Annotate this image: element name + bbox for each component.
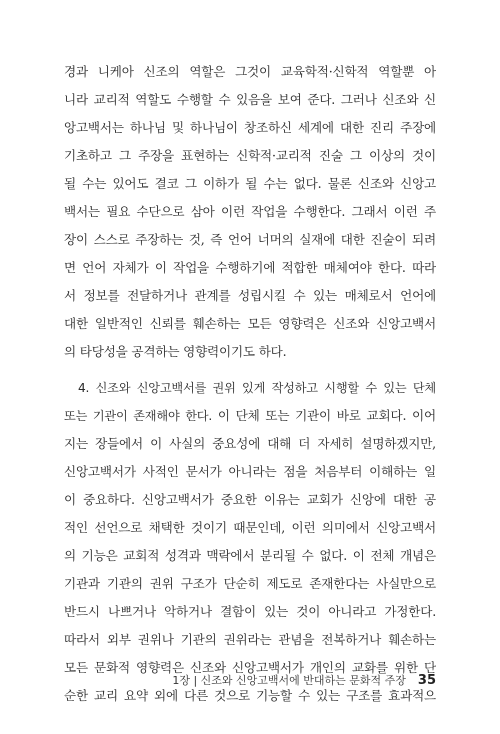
text-line: 앙고백서는 하나님 및 하나님이 창조하신 세계에 대한 진리 주장에: [64, 120, 436, 135]
page-footer: [64, 672, 436, 692]
text-line: 의 기능은 교회적 성격과 맥락에서 분리될 수 없다. 이 전체 개념은: [64, 548, 436, 563]
numbered-point-heading-continued: 또는 기관이 존재해야 한다.: [64, 409, 213, 423]
text-line: 신앙고백서가 사적인 문서가 아니라는 점을 처음부터 이해하는 일: [64, 464, 436, 479]
text-line: 지는 장들에서 이 사실의 중요성에 대해 더 자세히 설명하겠지만,: [64, 436, 436, 451]
text-line: 경과 니케아 신조의 역할은 그것이 교육학적·신학적 역할뿐 아: [64, 64, 436, 79]
page-body: [64, 58, 436, 710]
numbered-point-heading: 4. 신조와 신앙고백서를 권위 있게 작성하고 시행할 수 있는 단체: [78, 381, 436, 395]
text-line: 면 언어 자체가 이 작업을 수행하기에 적합한 매체여야 한다. 따라: [64, 260, 436, 275]
paragraph-1: [64, 58, 436, 366]
running-title: 1장 | 신조와 신앙고백서에 반대하는 문화적 주장: [172, 674, 406, 687]
text-line: 될 수는 있어도 결코 그 이하가 될 수는 없다. 물론 신조와 신앙고: [64, 176, 436, 191]
text-line: 따라서 외부 권위나 기관의 권위라는 관념을 전복하거나 훼손하는: [64, 632, 436, 647]
text-line: 반드시 나쁘거나 악하거나 결함이 있는 것이 아니라고 가정한다.: [64, 604, 436, 619]
text-line: 백서는 필요 수단으로 삼아 이런 작업을 수행한다. 그래서 이런 주: [64, 204, 436, 219]
text-line: 서 정보를 전달하거나 관계를 성립시킬 수 있는 매체로서 언어에: [64, 288, 436, 303]
text-line: 대한 일반적인 신뢰를 훼손하는 모든 영향력은 신조와 신앙고백서: [64, 316, 436, 331]
text-segment: 이 단체 또는 기관이 바로 교회다. 이어: [212, 408, 436, 423]
text-line: 적인 선언으로 채택한 것이기 때문인데, 이런 의미에서 신앙고백서: [64, 520, 436, 535]
text-line: 기관과 기관의 권위 구조가 단순히 제도로 존재한다는 사실만으로: [64, 576, 436, 591]
paragraph-2: [64, 374, 436, 710]
page-number: 35: [417, 673, 436, 688]
text-line: 기초하고 그 주장을 표현하는 신학적·교리적 진술 그 이상의 것이: [64, 148, 436, 163]
text-line: 순한 교리 요약 외에 다른 것으로 기능할 수 있는 구조를 효과적으: [64, 688, 436, 703]
text-line: 이 중요하다. 신앙고백서가 중요한 이유는 교회가 신앙에 대한 공: [64, 492, 436, 507]
text-line: 의 타당성을 공격하는 영향력이기도 하다.: [64, 344, 287, 359]
text-line: 장이 스스로 주장하는 것, 즉 언어 너머의 실재에 대한 진술이 되려: [64, 232, 436, 247]
text-line: [64, 402, 436, 430]
text-line: 모든 문화적 영향력은 신조와 신앙고백서가 개인의 교화를 위한 단: [64, 660, 436, 675]
text-line: 니라 교리적 역할도 수행할 수 있음을 보여 준다. 그러나 신조와 신: [64, 92, 436, 107]
